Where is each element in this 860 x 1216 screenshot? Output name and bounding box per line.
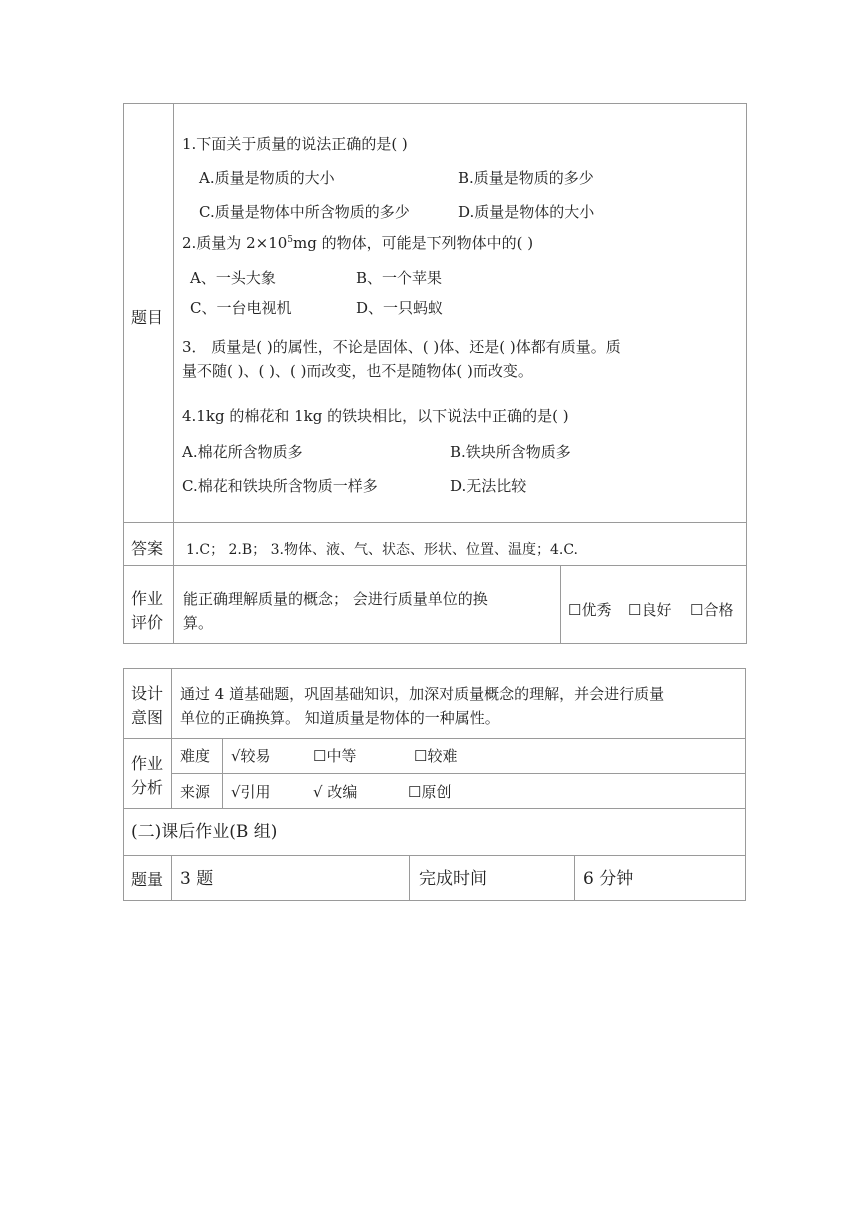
table2-row-divider-2 bbox=[171, 773, 746, 774]
question-1-option-c: C.质量是物体中所含物质的多少 bbox=[199, 203, 410, 221]
difficulty-option-easy[interactable]: √较易 bbox=[231, 747, 271, 765]
question-2-option-b: B、一个苹果 bbox=[356, 269, 443, 287]
source-option-cited[interactable]: √引用 bbox=[231, 783, 271, 801]
answer-label: 答案 bbox=[131, 539, 164, 558]
eval-option-excellent[interactable]: ☐优秀 bbox=[568, 601, 612, 619]
question-2-stem bbox=[182, 233, 533, 253]
question-4-option-d: D.无法比较 bbox=[450, 477, 527, 495]
question-3-line1: 3． 质量是( )的属性，不论是固体、( )体、还是( )体都有质量。质 bbox=[182, 338, 621, 356]
eval-options-divider bbox=[560, 565, 561, 644]
question-1-option-d: D.质量是物体的大小 bbox=[458, 203, 595, 221]
table1-label-divider bbox=[173, 103, 174, 644]
table1-row-divider-2 bbox=[123, 565, 747, 566]
question-4-option-b: B.铁块所含物质多 bbox=[450, 443, 571, 461]
table2-row-divider-1 bbox=[123, 738, 746, 739]
question-4-stem: 4.1kg 的棉花和 1kg 的铁块相比，以下说法中正确的是( ) bbox=[182, 407, 569, 425]
table2-row-divider-3 bbox=[123, 808, 746, 809]
question-2-stem-pre: 2.质量为 2×10 bbox=[182, 234, 288, 252]
question-3-line2: 量不随( )、( )、( )而改变，也不是随物体( )而改变。 bbox=[182, 362, 533, 380]
eval-label-line1: 作业 bbox=[131, 589, 164, 608]
source-option-original[interactable]: ☐原创 bbox=[408, 783, 452, 801]
design-text-line1: 通过 4 道基础题，巩固基础知识，加深对质量概念的理解，并会进行质量 bbox=[180, 685, 665, 703]
eval-text-line2: 算。 bbox=[183, 614, 214, 632]
section-title: (二)课后作业(B 组) bbox=[131, 822, 278, 842]
question-4-option-a: A.棉花所含物质多 bbox=[182, 443, 303, 461]
count-divider-3 bbox=[574, 855, 575, 901]
question-2-option-a: A、一头大象 bbox=[190, 269, 276, 287]
question-2-stem-post: mg 的物体，可能是下列物体中的( ) bbox=[293, 234, 534, 252]
question-2-option-c: C、一台电视机 bbox=[190, 299, 292, 317]
eval-option-good[interactable]: ☐良好 bbox=[628, 601, 672, 619]
difficulty-label: 难度 bbox=[180, 747, 211, 765]
count-divider-2 bbox=[409, 855, 410, 901]
eval-label-line2: 评价 bbox=[131, 613, 164, 632]
count-value: 3 题 bbox=[180, 869, 214, 889]
count-label: 题量 bbox=[131, 870, 164, 889]
design-label-line1: 设计 bbox=[131, 684, 164, 703]
design-label-line2: 意图 bbox=[131, 708, 164, 727]
count-divider-1 bbox=[171, 855, 172, 901]
analysis-label-line2: 分析 bbox=[131, 778, 164, 797]
design-text-line2: 单位的正确换算。 知道质量是物体的一种属性。 bbox=[180, 709, 500, 727]
time-value: 6 分钟 bbox=[583, 869, 634, 889]
question-2-exponent: 5 bbox=[287, 235, 294, 245]
time-label: 完成时间 bbox=[419, 869, 487, 889]
analysis-label-line1: 作业 bbox=[131, 754, 164, 773]
question-2-option-d: D、一只蚂蚁 bbox=[356, 299, 444, 317]
question-1-option-b: B.质量是物质的多少 bbox=[458, 169, 594, 187]
questions-label: 题目 bbox=[131, 308, 164, 327]
analysis-sublabel-divider bbox=[222, 738, 223, 808]
eval-text-line1: 能正确理解质量的概念； 会进行质量单位的换 bbox=[183, 590, 488, 608]
difficulty-option-medium[interactable]: ☐中等 bbox=[313, 747, 357, 765]
answer-text: 1.C； 2.B； 3.物体、液、气、状态、形状、位置、温度；4.C. bbox=[186, 542, 578, 558]
source-label: 来源 bbox=[180, 783, 211, 801]
question-1-option-a: A.质量是物质的大小 bbox=[199, 169, 335, 187]
table1-row-divider-1 bbox=[123, 522, 747, 523]
eval-option-pass[interactable]: ☐合格 bbox=[690, 601, 734, 619]
question-4-option-c: C.棉花和铁块所含物质一样多 bbox=[182, 477, 378, 495]
question-1-stem: 1.下面关于质量的说法正确的是( ) bbox=[182, 135, 408, 153]
table2-row-divider-4 bbox=[123, 855, 746, 856]
difficulty-option-hard[interactable]: ☐较难 bbox=[414, 747, 458, 765]
source-option-adapted[interactable]: √ 改编 bbox=[313, 783, 358, 801]
